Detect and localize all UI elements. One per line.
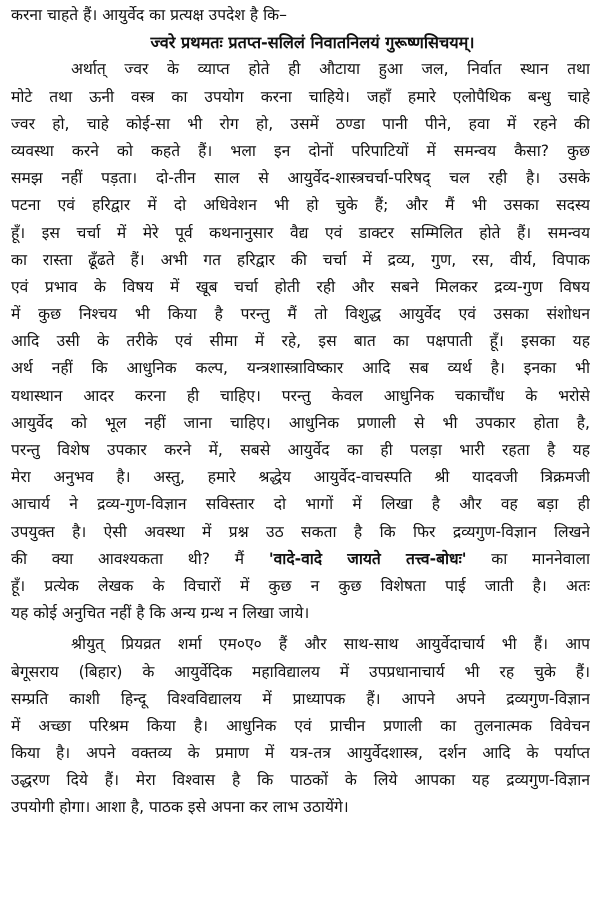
text-line: करना चाहते हैं। आयुर्वेद का प्रत्यक्ष उपदेश है कि– (11, 6, 287, 24)
text-line: मेरा अनुभव है। अस्तु, हमारे श्रद्धेय आयुर्वेद-वाचस्पति श्री यादवजी त्रिक्रमजी (11, 468, 590, 487)
text-line: समझ नहीं पड़ता। दो-तीन साल से आयुर्वेद-शास्त्रचर्चा-परिषद् चल रही है। उसके (11, 169, 590, 188)
paragraph-last-line: उपयोगी होगा। आशा है, पाठक इसे अपना कर लाभ उठायेंगे। (11, 798, 349, 817)
sanskrit-verse: ज्वरे प्रथमतः प्रतप्त-सलिलं निवातनिलयं गुरूष्णसिचयम्। (150, 33, 475, 53)
paragraph-first-line: श्रीयुत् प्रियव्रत शर्मा एम०ए० हैं और साथ-साथ आयुर्वेदाचार्य भी हैं। आप (71, 635, 590, 654)
text-line: सम्प्रति काशी हिन्दू विश्वविद्यालय में प्राध्यापक हैं। आपने अपने द्रव्यगुण-विज्ञान (11, 689, 590, 708)
text-line: उद्धरण दिये हैं। मेरा विश्वास है कि पाठकों के लिये आपका यह द्रव्यगुण-विज्ञान (11, 771, 590, 790)
text-line: हूँ। इस चर्चा में मेरे पूर्व कथनानुसार वैद्य एवं डाक्टर सम्मिलित होते हैं। समन्वय (11, 223, 590, 242)
text-line: हूँ। प्रत्येक लेखक के विचारों में कुछ न कुछ विशेषता पाई जाती है। अतः (11, 576, 590, 595)
text-line: यथास्थान आदर करना ही चाहिए। परन्तु केवल आधुनिक चकाचौंध के भरोसे (11, 386, 590, 405)
text-line: ज्वर हो, चाहे कोई-सा भी रोग हो, उसमें ठण्डा पानी पीने, हवा में रहने की (11, 114, 590, 133)
text-line: व्यवस्था करने को कहते हैं। भला इन दोनों परिपाटियों में समन्वय कैसा? कुछ (11, 141, 590, 160)
text-line: किया है। अपने वक्तव्य के प्रमाण में यत्र-तत्र आयुर्वेदशास्त्र, दर्शन आदि के पर्याप्त (11, 744, 590, 763)
text-line: में अच्छा परिश्रम किया है। आधुनिक एवं प्राचीन प्रणाली का तुलनात्मक विवेचन (11, 716, 590, 735)
text-line: में कुछ निश्चय भी किया है परन्तु मैं तो विशुद्ध आयुर्वेद एवं उसका संशोधन (11, 305, 590, 324)
text-line: एवं प्रभाव के विषय में खूब चर्चा होती रही और सबने मिलकर द्रव्य-गुण विषय (11, 277, 590, 296)
text-line: अर्थ नहीं कि आधुनिक कल्प, यन्त्रशास्त्राविष्कार आदि सब व्यर्थ है। इनका भी (11, 359, 590, 378)
quote-lead-text: की क्या आवश्यकता थी? मैं (11, 549, 269, 568)
sanskrit-quote: 'वादे-वादे जायते तत्त्व-बोधः' (268, 549, 467, 568)
text-line-with-quote (11, 546, 590, 573)
text-line: आयुर्वेद को भूल नहीं जाना चाहिए। आधुनिक प्रणाली से भी उपकार होता है, (11, 413, 590, 432)
text-line: आदि उसी के तरीके एवं सीमा में रहे, इस बात का पक्षपाती हूँ। इसका यह (11, 332, 590, 351)
text-line: आचार्य ने द्रव्य-गुण-विज्ञान सविस्तार दो भागों में लिखा है और वह बड़ा ही (11, 495, 590, 514)
text-line: मोटे तथा ऊनी वस्त्र का उपयोग करना चाहिये। जहाँ हमारे एलोपैथिक बन्धु चाहे (11, 87, 590, 106)
text-line: उपयुक्त है। ऐसी अवस्था में प्रश्न उठ सकता है कि फिर द्रव्यगुण-विज्ञान लिखने (11, 522, 590, 541)
paragraph-last-line: यह कोई अनुचित नहीं है कि अन्य ग्रन्थ न लिखा जाये। (11, 604, 310, 623)
text-line: परन्तु विशेष उपकार करने में, सबसे आयुर्वेद का ही पलड़ा भारी रहता है यह (11, 441, 590, 459)
text-line: पटना एवं हरिद्वार में दो अधिवेशन भी हो चुके हैं; और मैं भी उसका सदस्य (11, 196, 590, 215)
paragraph-first-line: अर्थात् ज्वर के व्याप्त होते ही औटाया हुआ जल, निर्वात स्थान तथा (71, 60, 590, 79)
quote-trail-text: का माननेवाला (466, 549, 590, 568)
text-line: का रास्ता ढूँढते हैं। अभी गत हरिद्वार की चर्चा में द्रव्य, गुण, रस, वीर्य, विपाक (11, 250, 590, 269)
text-line: बेगूसराय (बिहार) के आयुर्वेदिक महाविद्यालय में उपप्रधानाचार्य भी रह चुके हैं। (11, 662, 590, 681)
